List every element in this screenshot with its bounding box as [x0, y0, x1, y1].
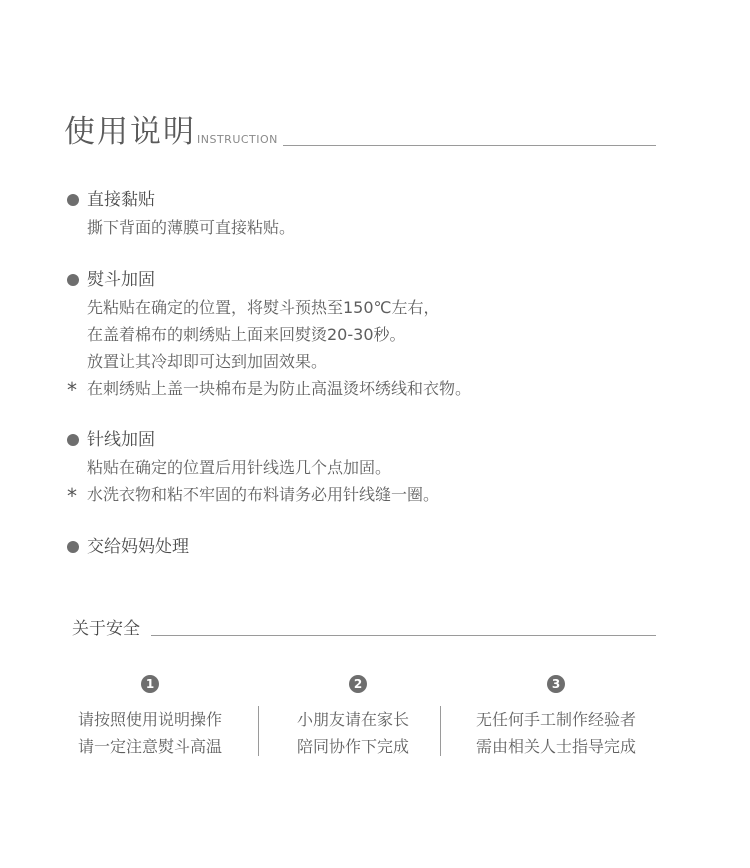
safety-item-2: [263, 706, 443, 760]
note-text: 在刺绣贴上盖一块棉布是为防止高温烫坏绣线和衣物。: [87, 379, 472, 398]
safety-item-1: [60, 706, 240, 760]
section-title: 针线加固: [87, 430, 155, 450]
safety-divider: [151, 635, 656, 636]
instruction-line: 撕下背面的薄膜可直接粘贴。: [87, 218, 296, 237]
safety-line: 请按照使用说明操作: [77, 710, 222, 729]
instruction-line: 在盖着棉布的刺绣贴上面来回熨烫20-30秒。: [87, 325, 406, 344]
column-divider: [258, 706, 259, 756]
section-title: 熨斗加固: [87, 270, 155, 290]
safety-header: [72, 617, 656, 641]
safety-line: 请一定注意熨斗高温: [77, 737, 222, 756]
asterisk-icon: *: [67, 484, 77, 508]
section-needle-reinforce: [66, 428, 666, 508]
number-badge-1: 1: [141, 675, 159, 693]
page-header: [64, 112, 656, 152]
section-ask-mom: [66, 535, 666, 561]
note-text: 水洗衣物和粘不牢固的布料请务必用针线缝一圈。: [87, 485, 440, 504]
bullet-icon: [67, 541, 79, 553]
section-iron-reinforce: [66, 268, 666, 402]
column-divider: [440, 706, 441, 756]
section-title: 交给妈妈处理: [87, 537, 189, 557]
safety-title: 关于安全: [72, 619, 140, 639]
bullet-icon: [67, 274, 79, 286]
instruction-line: 粘贴在确定的位置后用针线选几个点加固。: [87, 458, 392, 477]
asterisk-icon: *: [67, 378, 77, 402]
note-line: [66, 481, 666, 508]
bullet-icon: [67, 194, 79, 206]
bullet-icon: [67, 434, 79, 446]
header-divider: [283, 145, 656, 146]
number-badge-3: 3: [547, 675, 565, 693]
instruction-line: 放置让其冷却即可达到加固效果。: [87, 352, 328, 371]
page-title: 使用说明: [64, 114, 196, 150]
instruction-line: 先粘贴在确定的位置，将熨斗预热至150℃左右，: [87, 298, 440, 317]
safety-line: 需由相关人士指导完成: [475, 737, 636, 756]
safety-line: 无任何手工制作经验者: [475, 710, 636, 729]
number-badge-2: 2: [349, 675, 367, 693]
safety-line: 小朋友请在家长: [296, 710, 409, 729]
safety-item-3: [466, 706, 646, 760]
note-line: [66, 375, 666, 402]
section-title: 直接黏贴: [87, 190, 155, 210]
page-subtitle: INSTRUCTION: [197, 133, 278, 146]
safety-line: 陪同协作下完成: [296, 737, 409, 756]
section-direct-paste: [66, 188, 666, 241]
